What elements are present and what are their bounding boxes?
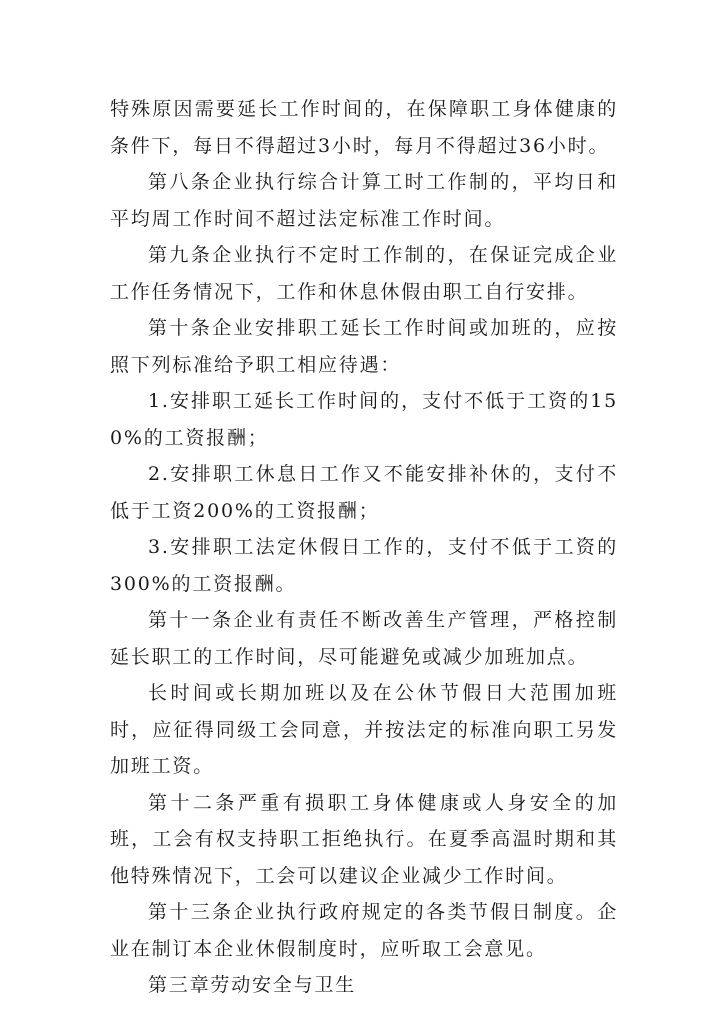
- paragraph: 长时间或长期加班以及在公休节假日大范围加班时，应征得同级工会同意，并按法定的标准向职工另发加班工资。: [110, 682, 618, 777]
- paragraph: 第十条企业安排职工延长工作时间或加班的，应按照下列标准给予职工相应待遇：: [110, 317, 618, 376]
- paragraph: 第十一条企业有责任不断改善生产管理，严格控制延长职工的工作时间，尽可能避免或减少加班加点。: [110, 609, 618, 668]
- paragraph: 第八条企业执行综合计算工时工作制的，平均日和平均周工作时间不超过法定标准工作时间。: [110, 171, 618, 230]
- list-item: 1.安排职工延长工作时间的，支付不低于工资的150%的工资报酬；: [110, 390, 618, 449]
- chapter-heading: 第三章劳动安全与卫生: [148, 974, 357, 996]
- paragraph: 第十三条企业执行政府规定的各类节假日制度。企业在制订本企业休假制度时，应听取工会意见。: [110, 901, 618, 960]
- document-body: [110, 91, 618, 1004]
- list-item: 3.安排职工法定休假日工作的，支付不低于工资的300%的工资报酬。: [110, 536, 618, 595]
- list-item: 2.安排职工休息日工作又不能安排补休的，支付不低于工资200%的工资报酬；: [110, 463, 618, 522]
- paragraph: 特殊原因需要延长工作时间的，在保障职工身体健康的条件下，每日不得超过3小时，每月不得超过36小时。: [110, 98, 618, 157]
- paragraph: 第九条企业执行不定时工作制的，在保证完成企业工作任务情况下，工作和休息休假由职工自行安排。: [110, 244, 618, 303]
- paragraph: 第十二条严重有损职工身体健康或人身安全的加班，工会有权支持职工拒绝执行。在夏季高温时期和其他特殊情况下，工会可以建议企业减少工作时间。: [110, 791, 618, 887]
